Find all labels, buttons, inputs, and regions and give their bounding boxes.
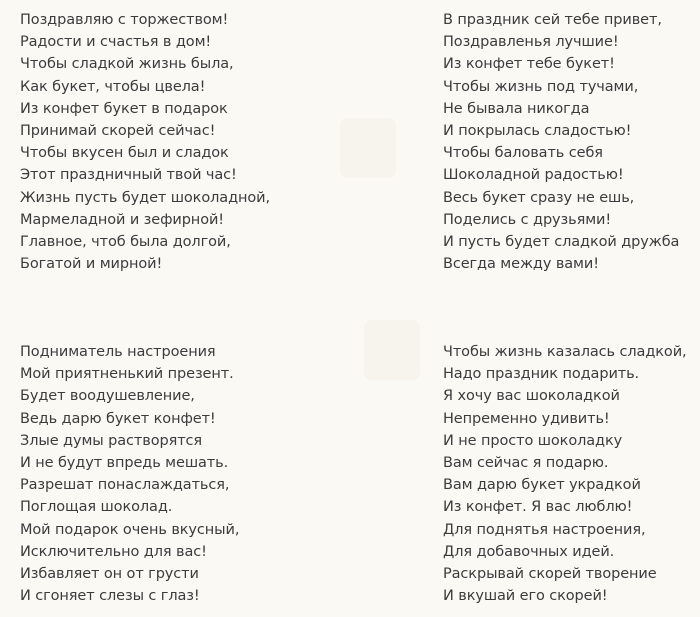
poem-line: Не бывала никогда — [443, 100, 590, 117]
poem-line: Как букет, чтобы цвела! — [20, 78, 206, 95]
poem-line: Мармеладной и зефирной! — [20, 211, 224, 228]
poem-line: И сгоняет слезы с глаз! — [20, 588, 200, 605]
poem-line: Чтобы жизнь под тучами, — [443, 78, 639, 95]
poem-line: Подниматель настроения — [20, 344, 216, 360]
poem-line: Исключительно для вас! — [20, 543, 207, 560]
poem-line: Весь букет сразу не ешь, — [443, 189, 635, 206]
background-watermark — [364, 320, 420, 380]
poem-line: И не просто шоколадку — [443, 432, 623, 449]
poem-line: Всегда между вами! — [443, 256, 599, 273]
poem-line: И покрылась сладостью! — [443, 123, 632, 140]
poem-line: Шоколадной радостью! — [443, 167, 624, 184]
poem-line: Раскрывай скорей творение — [443, 566, 657, 583]
poem-line: Чтобы баловать себя — [443, 145, 603, 162]
poem-line: В праздник сей тебе привет, — [443, 12, 662, 28]
poem-line: Из конфет тебе букет! — [443, 56, 615, 73]
poem-line: Из конфет букет в подарок — [20, 100, 228, 117]
poem-line: И не будут впредь мешать. — [20, 455, 229, 472]
background-watermark — [340, 118, 396, 178]
poem-line: Избавляет он от грусти — [20, 566, 199, 583]
poem-1 — [20, 9, 270, 275]
poem-line: Для поднятья настроения, — [443, 521, 646, 538]
poem-line: Вам дарю букет украдкой — [443, 477, 641, 494]
poem-line: Богатой и мирной! — [20, 256, 163, 273]
poem-line: Радости и счастья в дом! — [20, 34, 212, 51]
poem-line: Ведь дарю букет конфет! — [20, 410, 216, 427]
poem-line: Злые думы растворятся — [20, 432, 203, 449]
poem-line: Разрешат понаслаждаться, — [20, 477, 230, 494]
poem-line: Чтобы сладкой жизнь была, — [20, 56, 234, 73]
poem-line: Мой приятненький презент. — [20, 366, 234, 383]
poem-line: Будет воодушевление, — [20, 388, 195, 405]
poem-line: Этот праздничный твой час! — [20, 167, 237, 184]
poem-line: И пусть будет сладкой дружба — [443, 234, 680, 251]
poem-line: Поглощая шоколад. — [20, 499, 173, 516]
poem-line: Из конфет. Я вас люблю! — [443, 499, 633, 516]
poem-line: Поздравляю с торжеством! — [20, 12, 229, 28]
poem-line: Непременно удивить! — [443, 410, 610, 427]
poem-line: Поделись с друзьями! — [443, 211, 612, 228]
poem-line: Поздравленья лучшие! — [443, 34, 619, 51]
poem-line: Мой подарок очень вкусный, — [20, 521, 240, 538]
poem-line: Жизнь пусть будет шоколадной, — [20, 189, 270, 206]
poem-4 — [443, 341, 687, 607]
poem-line: Главное, чтоб была долгой, — [20, 234, 231, 251]
poem-line: Я хочу вас шоколадкой — [443, 388, 620, 405]
poem-line: Чтобы вкусен был и сладок — [20, 145, 229, 162]
poem-2 — [443, 9, 679, 275]
poem-line: Вам сейчас я подарю. — [443, 455, 609, 472]
poem-line: Принимай скорей сейчас! — [20, 123, 216, 140]
poem-3 — [20, 341, 239, 607]
poem-line: И вкушай его скорей! — [443, 588, 608, 605]
poem-line: Чтобы жизнь казалась сладкой, — [443, 344, 687, 360]
poem-line: Для добавочных идей. — [443, 543, 615, 560]
poem-line: Надо праздник подарить. — [443, 366, 640, 383]
